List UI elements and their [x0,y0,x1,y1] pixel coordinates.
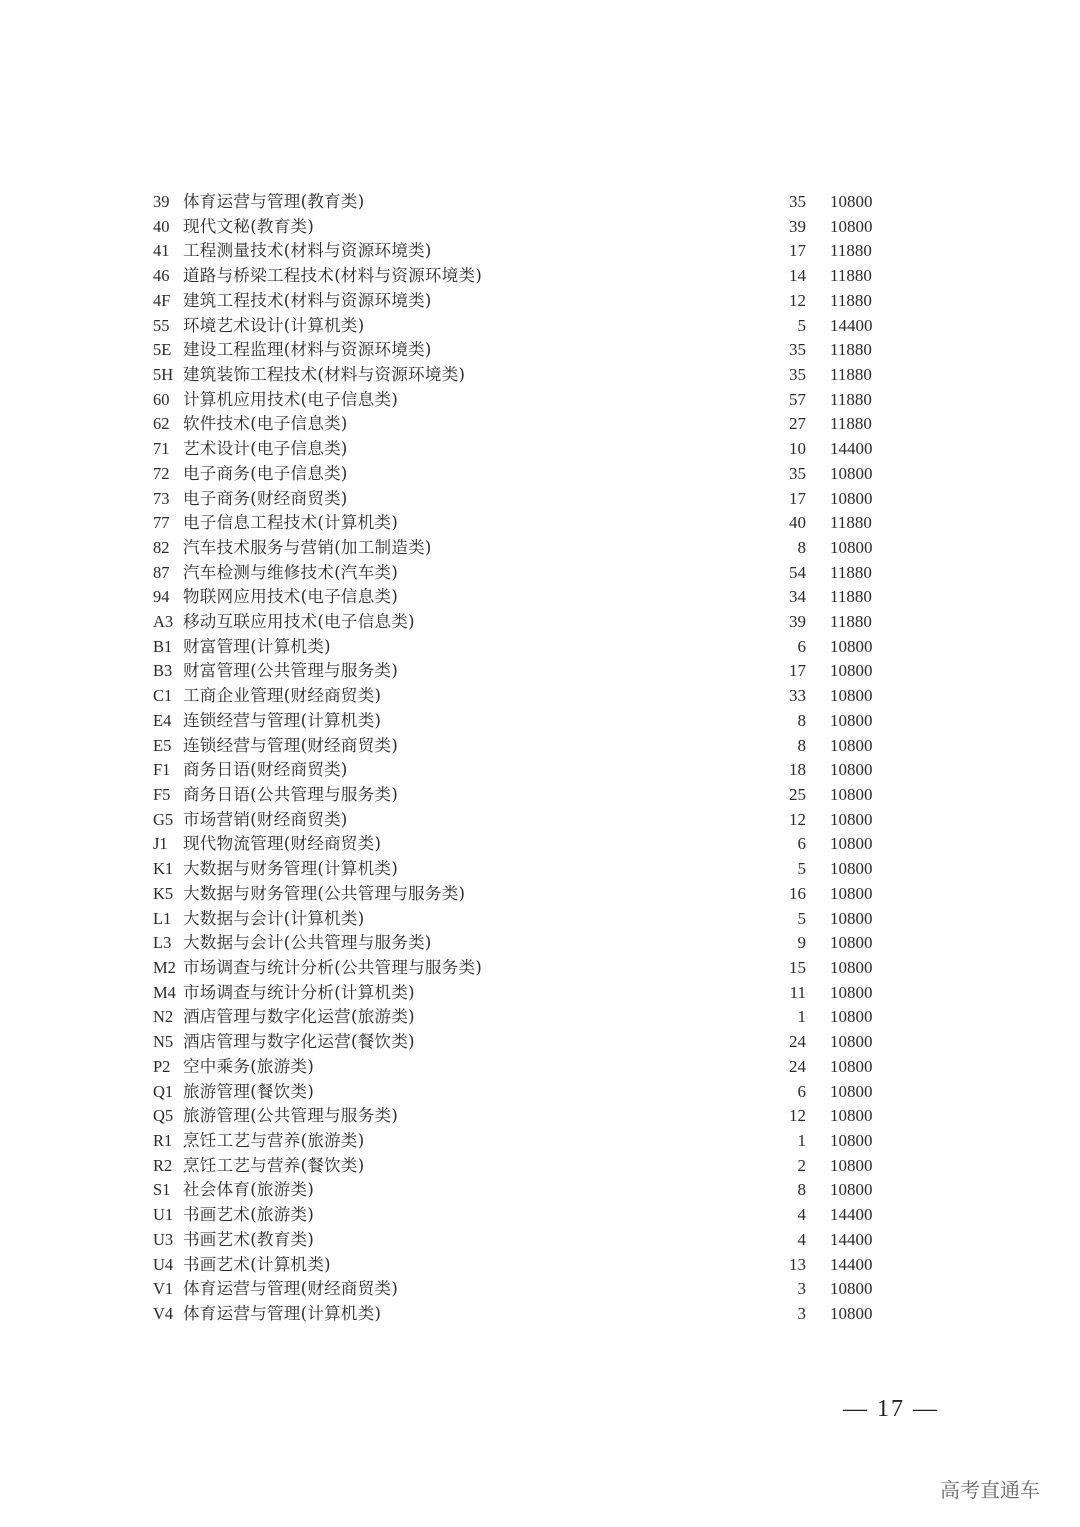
table-row [0,783,1080,808]
program-code: 55 [153,315,170,335]
program-name: 旅游管理(餐饮类) [183,1081,315,1101]
program-name: 电子商务(财经商贸类) [183,488,348,508]
table-row [0,1129,1080,1154]
tuition-fee: 10800 [830,1130,873,1150]
program-name: 电子商务(电子信息类) [183,463,348,483]
tuition-fee: 10800 [830,1032,873,1052]
program-name: 建筑工程技术(材料与资源环境类) [183,290,432,310]
program-name: 工程测量技术(材料与资源环境类) [183,241,432,261]
program-name: 汽车技术服务与营销(加工制造类) [183,537,432,557]
program-name: 体育运营与管理(计算机类) [183,1303,382,1323]
program-code: K5 [153,883,174,903]
table-row [0,536,1080,561]
table-row [0,635,1080,660]
program-name: 连锁经营与管理(计算机类) [183,710,382,730]
enrollment-count: 40 [789,513,806,533]
tuition-fee: 11880 [830,290,872,310]
tuition-fee: 10800 [830,1106,873,1126]
enrollment-count: 13 [789,1254,806,1274]
enrollment-count: 35 [789,192,806,211]
program-name: 环境艺术设计(计算机类) [183,315,365,335]
enrollment-count: 57 [789,389,806,409]
program-name: 物联网应用技术(电子信息类) [183,587,399,607]
program-name: 大数据与财务管理(公共管理与服务类) [183,883,466,903]
program-code: E4 [153,710,172,730]
program-code: 62 [153,414,170,434]
program-code: 4F [153,290,171,310]
enrollment-count: 4 [797,1229,806,1249]
enrollment-count: 17 [789,488,806,508]
program-name: 烹饪工艺与营养(旅游类) [183,1130,365,1150]
program-code: 87 [153,562,170,582]
tuition-fee: 10800 [830,785,873,805]
table-row [0,190,1080,215]
tuition-fee: 10800 [830,760,873,780]
program-code: J1 [153,834,168,854]
tuition-fee: 10800 [830,809,873,829]
tuition-fee: 11880 [830,612,872,632]
enrollment-count: 39 [789,612,806,632]
tuition-fee: 10800 [830,982,873,1002]
table-row [0,857,1080,882]
tuition-fee: 14400 [830,439,873,459]
tuition-fee: 10800 [830,216,873,236]
table-row [0,1080,1080,1105]
program-code: V4 [153,1303,174,1323]
enrollment-count: 5 [797,908,806,928]
program-name: 市场营销(财经商贸类) [183,809,348,829]
program-code: G5 [153,809,174,829]
enrollment-count: 11 [789,982,806,1002]
tuition-fee: 10800 [830,463,873,483]
program-code: 5E [153,340,172,360]
enrollment-count: 9 [797,933,806,953]
tuition-fee: 11880 [830,414,872,434]
tuition-fee: 10800 [830,859,873,879]
table-row [0,1104,1080,1129]
program-code: C1 [153,686,173,706]
tuition-fee: 10800 [830,1007,873,1027]
program-name: 商务日语(公共管理与服务类) [183,785,399,805]
tuition-fee: 10800 [830,883,873,903]
enrollment-count: 1 [797,1130,806,1150]
enrollment-count: 6 [797,1081,806,1101]
table-row [0,1055,1080,1080]
enrollment-count: 35 [789,364,806,384]
program-code: N5 [153,1032,174,1052]
enrollment-count: 6 [797,636,806,656]
program-name: 商务日语(财经商贸类) [183,760,348,780]
program-name: 汽车检测与维修技术(汽车类) [183,562,399,582]
program-code: V1 [153,1279,174,1299]
enrollment-count: 5 [797,315,806,335]
program-name: 移动互联应用技术(电子信息类) [183,612,415,632]
tuition-fee: 11880 [830,562,872,582]
table-row [0,363,1080,388]
program-name: 体育运营与管理(财经商贸类) [183,1279,399,1299]
tuition-fee: 10800 [830,1279,873,1299]
table-row [0,585,1080,610]
tuition-fee: 14400 [830,315,873,335]
table-row [0,907,1080,932]
program-name: 书画艺术(旅游类) [183,1205,315,1225]
program-code: 94 [153,587,170,607]
program-code: L3 [153,933,172,953]
tuition-fee: 11880 [830,364,872,384]
tuition-fee: 10800 [830,661,873,681]
table-row [0,338,1080,363]
tuition-fee: 10800 [830,710,873,730]
table-row [0,1277,1080,1302]
table-row [0,734,1080,759]
table-row [0,659,1080,684]
program-code: 77 [153,513,170,533]
enrollment-count: 12 [789,809,806,829]
program-code: R1 [153,1130,173,1150]
program-name: 财富管理(计算机类) [183,636,331,656]
table-row [0,931,1080,956]
program-name: 酒店管理与数字化运营(餐饮类) [183,1032,415,1052]
table-row [0,314,1080,339]
table-row [0,684,1080,709]
table-row [0,1178,1080,1203]
enrollment-count: 8 [797,537,806,557]
program-name: 旅游管理(公共管理与服务类) [183,1106,399,1126]
enrollment-count: 10 [789,439,806,459]
program-code: 39 [153,192,170,211]
program-code: 82 [153,537,170,557]
enrollment-count: 5 [797,859,806,879]
program-code: F5 [153,785,171,805]
program-code: U3 [153,1229,174,1249]
table-row [0,808,1080,833]
enrollment-count: 33 [789,686,806,706]
enrollment-count: 24 [789,1032,806,1052]
program-code: M4 [153,982,176,1002]
program-name: 体育运营与管理(教育类) [183,192,365,211]
enrollment-count: 2 [797,1155,806,1175]
enrollment-count: 15 [789,958,806,977]
enrollment-count: 17 [789,241,806,261]
program-code: R2 [153,1155,173,1175]
program-code: E5 [153,735,172,755]
tuition-fee: 10800 [830,1056,873,1076]
enrollment-count: 39 [789,216,806,236]
tuition-fee: 10800 [830,537,873,557]
tuition-fee: 10800 [830,192,873,211]
program-name: 烹饪工艺与营养(餐饮类) [183,1155,365,1175]
table-row [0,1302,1080,1327]
program-code: L1 [153,908,172,928]
tuition-fee: 11880 [830,241,872,261]
table-row [0,956,1080,981]
tuition-fee: 10800 [830,1180,873,1200]
program-name: 道路与桥梁工程技术(材料与资源环境类) [183,266,483,286]
program-name: 大数据与财务管理(计算机类) [183,859,399,879]
program-name: 市场调查与统计分析(公共管理与服务类) [183,958,483,977]
program-code: F1 [153,760,171,780]
program-code: 41 [153,241,170,261]
program-code: 5H [153,364,174,384]
tuition-fee: 10800 [830,735,873,755]
program-name: 社会体育(旅游类) [183,1180,315,1200]
table-row [0,561,1080,586]
program-code: U4 [153,1254,174,1274]
program-code: U1 [153,1205,174,1225]
tuition-fee: 10800 [830,933,873,953]
program-name: 书画艺术(教育类) [183,1229,315,1249]
program-code: S1 [153,1180,171,1200]
program-name: 现代物流管理(财经商贸类) [183,834,382,854]
table-row [0,289,1080,314]
table-row [0,487,1080,512]
enrollment-count: 35 [789,463,806,483]
program-name: 空中乘务(旅游类) [183,1056,315,1076]
enrollment-count: 6 [797,834,806,854]
enrollment-count: 35 [789,340,806,360]
enrollment-count: 4 [797,1205,806,1225]
page-number: — 17 — [843,1396,939,1422]
program-code: 72 [153,463,170,483]
tuition-fee: 10800 [830,488,873,508]
table-row [0,1005,1080,1030]
program-name: 计算机应用技术(电子信息类) [183,389,399,409]
program-code: Q5 [153,1106,174,1126]
table-row [0,412,1080,437]
enrollment-count: 3 [797,1279,806,1299]
tuition-fee: 10800 [830,686,873,706]
table-row [0,1203,1080,1228]
program-name: 建设工程监理(材料与资源环境类) [183,340,432,360]
table-row [0,215,1080,240]
watermark: 高考直通车 [940,1478,1040,1502]
program-code: 40 [153,216,170,236]
table-row [0,437,1080,462]
program-name: 大数据与会计(计算机类) [183,908,365,928]
tuition-fee: 14400 [830,1254,873,1274]
tuition-fee: 10800 [830,1081,873,1101]
program-name: 酒店管理与数字化运营(旅游类) [183,1007,415,1027]
enrollment-count: 1 [797,1007,806,1027]
program-name: 大数据与会计(公共管理与服务类) [183,933,432,953]
enrollment-count: 24 [789,1056,806,1076]
table-row [0,1253,1080,1278]
program-code: 71 [153,439,170,459]
table-row [0,1228,1080,1253]
program-code: B1 [153,636,173,656]
enrollment-count: 8 [797,1180,806,1200]
table-row [0,511,1080,536]
program-name: 市场调查与统计分析(计算机类) [183,982,415,1002]
program-name: 工商企业管理(财经商贸类) [183,686,382,706]
enrollment-count: 54 [789,562,806,582]
table-row [0,1154,1080,1179]
tuition-fee: 10800 [830,834,873,854]
table-row [0,264,1080,289]
program-code: B3 [153,661,173,681]
table-row [0,709,1080,734]
enrollment-count: 18 [789,760,806,780]
program-code: 60 [153,389,170,409]
table-row [0,832,1080,857]
tuition-fee: 14400 [830,1229,873,1249]
table-row [0,462,1080,487]
table-row [0,1030,1080,1055]
program-code: K1 [153,859,174,879]
program-name: 财富管理(公共管理与服务类) [183,661,399,681]
tuition-fee: 14400 [830,1205,873,1225]
program-code: 73 [153,488,170,508]
table-row [0,758,1080,783]
program-name: 电子信息工程技术(计算机类) [183,513,399,533]
tuition-fee: 10800 [830,958,873,977]
table-row [0,239,1080,264]
enrollment-count: 14 [789,266,806,286]
program-code: Q1 [153,1081,174,1101]
tuition-fee: 10800 [830,1303,873,1323]
program-code: N2 [153,1007,174,1027]
tuition-fee: 10800 [830,908,873,928]
program-code: A3 [153,612,174,632]
enrollment-count: 17 [789,661,806,681]
table-row [0,882,1080,907]
tuition-fee: 11880 [830,266,872,286]
enrollment-count: 12 [789,290,806,310]
enrollment-count: 3 [797,1303,806,1323]
program-name: 现代文秘(教育类) [183,216,315,236]
tuition-fee: 10800 [830,636,873,656]
tuition-fee: 11880 [830,513,872,533]
enrollment-count: 34 [789,587,806,607]
tuition-fee: 11880 [830,340,872,360]
program-code: P2 [153,1056,171,1076]
program-code: 46 [153,266,170,286]
tuition-fee: 11880 [830,587,872,607]
program-name: 书画艺术(计算机类) [183,1254,331,1274]
enrollment-count: 8 [797,710,806,730]
table-row [0,388,1080,413]
program-name: 连锁经营与管理(财经商贸类) [183,735,399,755]
enrollment-count: 8 [797,735,806,755]
enrollment-count: 25 [789,785,806,805]
table-row [0,610,1080,635]
program-name: 软件技术(电子信息类) [183,414,348,434]
program-code: M2 [153,958,176,977]
enrollment-count: 27 [789,414,806,434]
enrollment-count: 16 [789,883,806,903]
tuition-fee: 11880 [830,389,872,409]
tuition-fee: 10800 [830,1155,873,1175]
program-name: 艺术设计(电子信息类) [183,439,348,459]
enrollment-count: 12 [789,1106,806,1126]
table-row [0,981,1080,1006]
program-name: 建筑装饰工程技术(材料与资源环境类) [183,364,466,384]
